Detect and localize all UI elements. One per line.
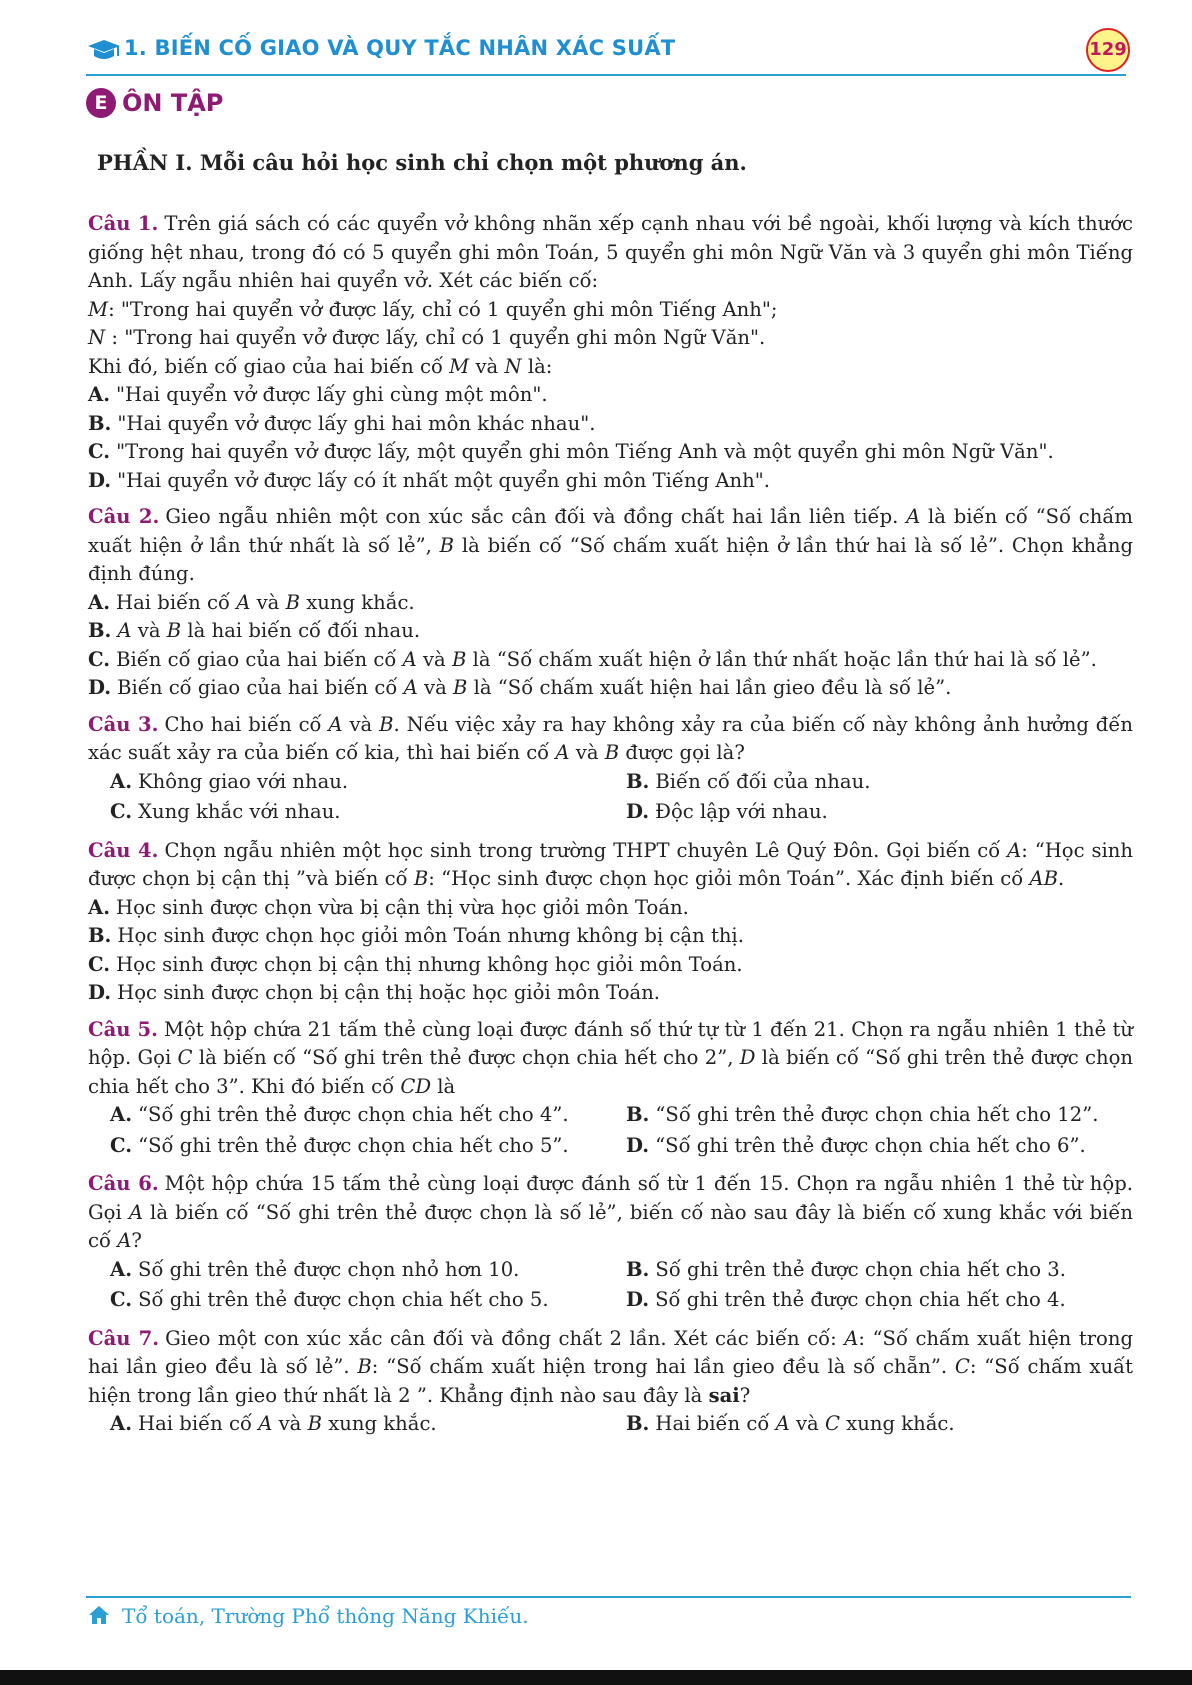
question-stem	[88, 711, 1133, 768]
text: và	[569, 741, 605, 764]
option-b	[626, 768, 1133, 797]
option-text: Học sinh được chọn bị cận thị hoặc học giỏi môn Toán.	[117, 981, 661, 1004]
bottom-border	[0, 1670, 1192, 1685]
option-b	[88, 410, 1133, 439]
option-text: “Số ghi trên thẻ được chọn chia hết cho 4”.	[138, 1103, 569, 1126]
option-d	[88, 979, 1133, 1008]
option-label: C.	[110, 1288, 133, 1311]
option-label: B.	[626, 1257, 650, 1281]
text: Hai biến cố	[116, 590, 237, 614]
question-stem	[88, 1170, 1133, 1256]
var-a: A	[258, 1412, 273, 1435]
option-label: B.	[626, 1103, 650, 1126]
question-stem	[88, 503, 1133, 589]
option-c	[110, 798, 626, 827]
var-b: B	[379, 712, 394, 736]
text: Biến cố giao của hai biến cố	[117, 676, 404, 699]
question-label: Câu 1.	[88, 212, 159, 235]
text: và	[131, 619, 167, 642]
option-a	[88, 381, 1133, 410]
option-label: A.	[88, 383, 111, 406]
option-a	[88, 894, 1133, 923]
option-b	[88, 922, 1133, 951]
text: là “Số chấm xuất hiện ở lần thứ nhất hoặc lần thứ hai là số lẻ”.	[466, 647, 1097, 671]
text: Một hộp chứa 15 tấm thẻ cùng loại được đánh số từ 1 đến 15. Chọn ra ngẫu nhiên 1 thẻ từ hộp. Gọi	[88, 1172, 1133, 1224]
var-a: A	[775, 1412, 790, 1435]
var-a: A	[844, 1326, 859, 1350]
var-b: B	[452, 676, 468, 699]
option-label: D.	[626, 800, 650, 823]
text: ?	[739, 1383, 751, 1407]
option-text: Học sinh được chọn học giỏi môn Toán nhưng không bị cận thị.	[117, 924, 744, 947]
text: Chọn ngẫu nhiên một học sinh trong trường THPT chuyên Lê Quý Đôn. Gọi biến cố	[164, 838, 1008, 862]
var-b: B	[604, 741, 620, 764]
option-a	[110, 1410, 626, 1439]
text: và	[469, 354, 505, 378]
text: và	[250, 590, 286, 614]
var-n: N	[504, 354, 522, 378]
var-b: B	[166, 619, 182, 642]
option-text: "Hai quyển vở được lấy ghi hai môn khác nhau".	[117, 411, 596, 435]
option-text: Học sinh được chọn vừa bị cận thị vừa học giỏi môn Toán.	[116, 895, 689, 919]
text: Khi đó, biến cố giao của hai biến cố	[88, 354, 450, 378]
options-grid	[110, 1256, 1133, 1317]
var-b: B	[307, 1412, 322, 1435]
question-list	[88, 210, 1133, 1449]
var-ab: AB	[1029, 867, 1058, 890]
option-text: “Số ghi trên thẻ được chọn chia hết cho 5”.	[138, 1133, 569, 1157]
option-a	[88, 589, 1133, 618]
text: : “Số chấm xuất hiện trong hai lần gieo đều là số chẵn”.	[371, 1355, 955, 1378]
options-grid	[110, 1101, 1133, 1162]
question-label: Câu 5.	[88, 1017, 158, 1041]
text: là biến cố “Số chấm xuất hiện ở lần thứ hai là số lẻ”. Chọn khẳng định đúng.	[88, 533, 1133, 585]
var-b: B	[285, 590, 300, 614]
option-d	[626, 1286, 1133, 1315]
option-d	[626, 1132, 1133, 1161]
section-badge: E	[86, 88, 116, 118]
option-b	[88, 617, 1133, 646]
option-label: D.	[88, 676, 112, 699]
text: và	[789, 1412, 825, 1435]
text: .	[1057, 867, 1065, 890]
var-a: A	[403, 676, 418, 699]
option-c	[110, 1132, 626, 1161]
event-m-text: : "Trong hai quyển vở được lấy, chỉ có 1 quyển ghi môn Tiếng Anh";	[108, 297, 778, 321]
option-text: Xung khắc với nhau.	[138, 800, 341, 823]
text: ?	[131, 1229, 142, 1252]
text: Một hộp chứa 21 tấm thẻ cùng loại được đánh số thứ tự từ 1 đến 21. Chọn ra ngẫu nhiên 1 thẻ từ hộp. Gọi	[88, 1017, 1134, 1069]
text: là “Số chấm xuất hiện hai lần gieo đều là số lẻ”.	[467, 676, 952, 699]
option-label: B.	[88, 411, 112, 435]
option-text: Biến cố đối của nhau.	[655, 769, 871, 793]
option-b	[626, 1101, 1133, 1130]
option-b	[626, 1256, 1133, 1285]
option-label: A.	[110, 1257, 133, 1281]
text: : “Học sinh được chọn học giỏi môn Toán”. Xác định biến cố	[428, 867, 1030, 890]
option-label: D.	[88, 981, 112, 1004]
option-text: "Hai quyển vở được lấy có ít nhất một quyển ghi môn Tiếng Anh".	[117, 468, 770, 492]
option-label: A.	[88, 895, 111, 919]
option-label: D.	[626, 1288, 650, 1311]
question-text: Trên giá sách có các quyển vở không nhãn xếp cạnh nhau với bề ngoài, khối lượng và kích thước giống hệt nhau, trong đó có 5 quyển ghi môn Toán, 5 quyển ghi môn Ngữ Văn và 3 quyển ghi môn Tiếng Anh. Lấy ngẫu nhiên hai quyển vở. Xét các biến cố:	[88, 212, 1133, 292]
page-header	[86, 28, 1126, 76]
option-d	[88, 674, 1133, 703]
question-3	[88, 711, 1133, 829]
question-2	[88, 503, 1133, 703]
page-number: 129	[1086, 28, 1130, 72]
option-label: C.	[88, 647, 111, 671]
option-label: A.	[110, 1103, 133, 1126]
question-label: Câu 6.	[88, 1172, 159, 1195]
text: là	[431, 1074, 456, 1098]
text: xung khắc.	[299, 590, 415, 614]
event-n-text: : "Trong hai quyển vở được lấy, chỉ có 1 quyển ghi môn Ngữ Văn".	[105, 326, 766, 349]
text: Hai biến cố	[138, 1412, 259, 1435]
text: và	[272, 1412, 308, 1435]
option-text: Số ghi trên thẻ được chọn nhỏ hơn 10.	[138, 1257, 520, 1281]
options-grid	[110, 1410, 1133, 1441]
question-7	[88, 1325, 1133, 1441]
option-text: Không giao với nhau.	[138, 769, 349, 793]
question-6	[88, 1170, 1133, 1317]
text: Cho hai biến cố	[164, 712, 329, 736]
chapter-title: 1. BIẾN CỐ GIAO VÀ QUY TẮC NHÂN XÁC SUẤT	[124, 36, 676, 60]
var-b: B	[413, 867, 429, 890]
option-text: "Hai quyển vở được lấy ghi cùng một môn".	[116, 383, 548, 406]
option-label: B.	[88, 924, 112, 947]
option-text: “Số ghi trên thẻ được chọn chia hết cho 6”.	[655, 1133, 1086, 1157]
option-label: C.	[110, 1133, 133, 1157]
var-a: A	[906, 505, 921, 528]
text: xung khắc.	[839, 1412, 955, 1435]
option-label: C.	[88, 952, 111, 976]
text: được gọi là?	[619, 741, 745, 764]
event-m	[88, 296, 1133, 325]
text: : “Học sinh được chọn bị cận thị ”và biến cố	[88, 838, 1133, 890]
text: : “Số chấm xuất hiện trong hai lần gieo đều là số lẻ”.	[88, 1326, 1134, 1378]
home-icon	[88, 1605, 110, 1625]
var-n: N	[88, 326, 106, 349]
option-c	[110, 1286, 626, 1315]
question-label: Câu 2.	[88, 505, 160, 528]
var-c: C	[824, 1412, 840, 1435]
var-b: B	[357, 1355, 372, 1378]
section-heading	[86, 88, 223, 124]
question-stem	[88, 837, 1133, 894]
text: xung khắc.	[321, 1412, 437, 1435]
option-text: Độc lập với nhau.	[655, 800, 828, 823]
var-b: B	[451, 647, 467, 671]
question-conclusion	[88, 353, 1133, 382]
text: là biến cố “Số ghi trên thẻ được chọn chia hết cho 2”,	[192, 1046, 740, 1069]
option-text: Số ghi trên thẻ được chọn chia hết cho 3.	[655, 1257, 1066, 1281]
option-a	[110, 1101, 626, 1130]
option-text: "Trong hai quyển vở được lấy, một quyển ghi môn Tiếng Anh và một quyển ghi môn Ngữ Văn".	[116, 440, 1054, 463]
option-label: B.	[88, 619, 112, 642]
var-m: M	[88, 297, 109, 321]
text: là biến cố “Số ghi trên thẻ được chọn là số lẻ”, biến cố nào sau đây là biến cố xung khắc với biến cố	[88, 1200, 1133, 1252]
option-text: “Số ghi trên thẻ được chọn chia hết cho 12”.	[655, 1103, 1099, 1126]
option-label: D.	[626, 1133, 650, 1157]
var-a: A	[128, 1200, 143, 1224]
option-c	[88, 438, 1133, 467]
option-label: D.	[88, 468, 112, 492]
var-a: A	[117, 1229, 132, 1252]
option-d	[88, 467, 1133, 496]
question-label: Câu 3.	[88, 712, 159, 736]
graduation-cap-icon	[86, 38, 122, 62]
var-c: C	[954, 1355, 970, 1378]
question-4	[88, 837, 1133, 1008]
option-text: Số ghi trên thẻ được chọn chia hết cho 4.	[655, 1288, 1066, 1311]
question-label: Câu 4.	[88, 838, 159, 862]
text: và	[416, 647, 452, 671]
var-a: A	[328, 712, 343, 736]
text: là hai biến cố đối nhau.	[181, 619, 421, 642]
var-a: A	[117, 619, 132, 642]
var-b: B	[439, 533, 455, 557]
text: là:	[521, 354, 553, 378]
option-a	[110, 768, 626, 797]
option-label: A.	[110, 1412, 133, 1435]
question-stem	[88, 210, 1133, 296]
text: Hai biến cố	[655, 1412, 776, 1435]
question-stem	[88, 1325, 1133, 1411]
text: Biến cố giao của hai biến cố	[116, 647, 403, 671]
option-b	[626, 1410, 1133, 1439]
option-label: A.	[110, 769, 133, 793]
text: : “Số chấm xuất hiện trong lần gieo thứ nhất là 2 ”. Khẳng định nào sau đây là	[88, 1355, 1133, 1407]
question-1	[88, 210, 1133, 495]
text: và	[417, 676, 453, 699]
var-a: A	[236, 590, 251, 614]
question-5	[88, 1016, 1133, 1163]
question-stem	[88, 1016, 1133, 1102]
option-label: B.	[626, 769, 650, 793]
option-c	[88, 951, 1133, 980]
part-title: PHẦN I. Mỗi câu hỏi học sinh chỉ chọn một phương án.	[97, 150, 747, 175]
text: Gieo ngẫu nhiên một con xúc sắc cân đối và đồng chất hai lần liên tiếp.	[165, 505, 907, 528]
var-cd: CD	[400, 1074, 432, 1098]
page-footer	[88, 1604, 529, 1628]
option-text: Số ghi trên thẻ được chọn chia hết cho 5.	[138, 1288, 549, 1311]
var-c: C	[177, 1046, 193, 1069]
event-n	[88, 324, 1133, 353]
footer-divider	[86, 1596, 1131, 1598]
var-m: M	[449, 354, 470, 378]
option-label: C.	[110, 800, 133, 823]
header-divider	[86, 74, 1126, 76]
option-text: Học sinh được chọn bị cận thị nhưng không học giỏi môn Toán.	[116, 952, 743, 976]
option-label: C.	[88, 440, 111, 463]
options-grid	[110, 768, 1133, 829]
var-a: A	[402, 647, 417, 671]
text: là biến cố “Số ghi trên thẻ được chọn chia hết cho 3”. Khi đó biến cố	[88, 1046, 1134, 1098]
option-label: B.	[626, 1412, 650, 1435]
option-label: A.	[88, 590, 111, 614]
option-c	[88, 646, 1133, 675]
var-a: A	[555, 741, 570, 764]
text: và	[342, 712, 380, 736]
option-a	[110, 1256, 626, 1285]
var-d: D	[739, 1046, 756, 1069]
text: là biến cố “Số chấm xuất hiện ở lần thứ nhất là số lẻ”,	[88, 505, 1133, 557]
question-label: Câu 7.	[88, 1326, 160, 1350]
emphasis: sai	[708, 1383, 740, 1407]
var-a: A	[1007, 838, 1022, 862]
text: Gieo một con xúc xắc cân đối và đồng chất 2 lần. Xét các biến cố:	[165, 1326, 845, 1350]
text: . Nếu việc xảy ra hay không xảy ra của biến cố này không ảnh hưởng đến xác suất xảy ra của biến cố kia, thì hai biến cố	[88, 712, 1133, 764]
section-title: ÔN TẬP	[122, 89, 224, 117]
option-d	[626, 798, 1133, 827]
footer-text: Tổ toán, Trường Phổ thông Năng Khiếu.	[122, 1604, 529, 1628]
